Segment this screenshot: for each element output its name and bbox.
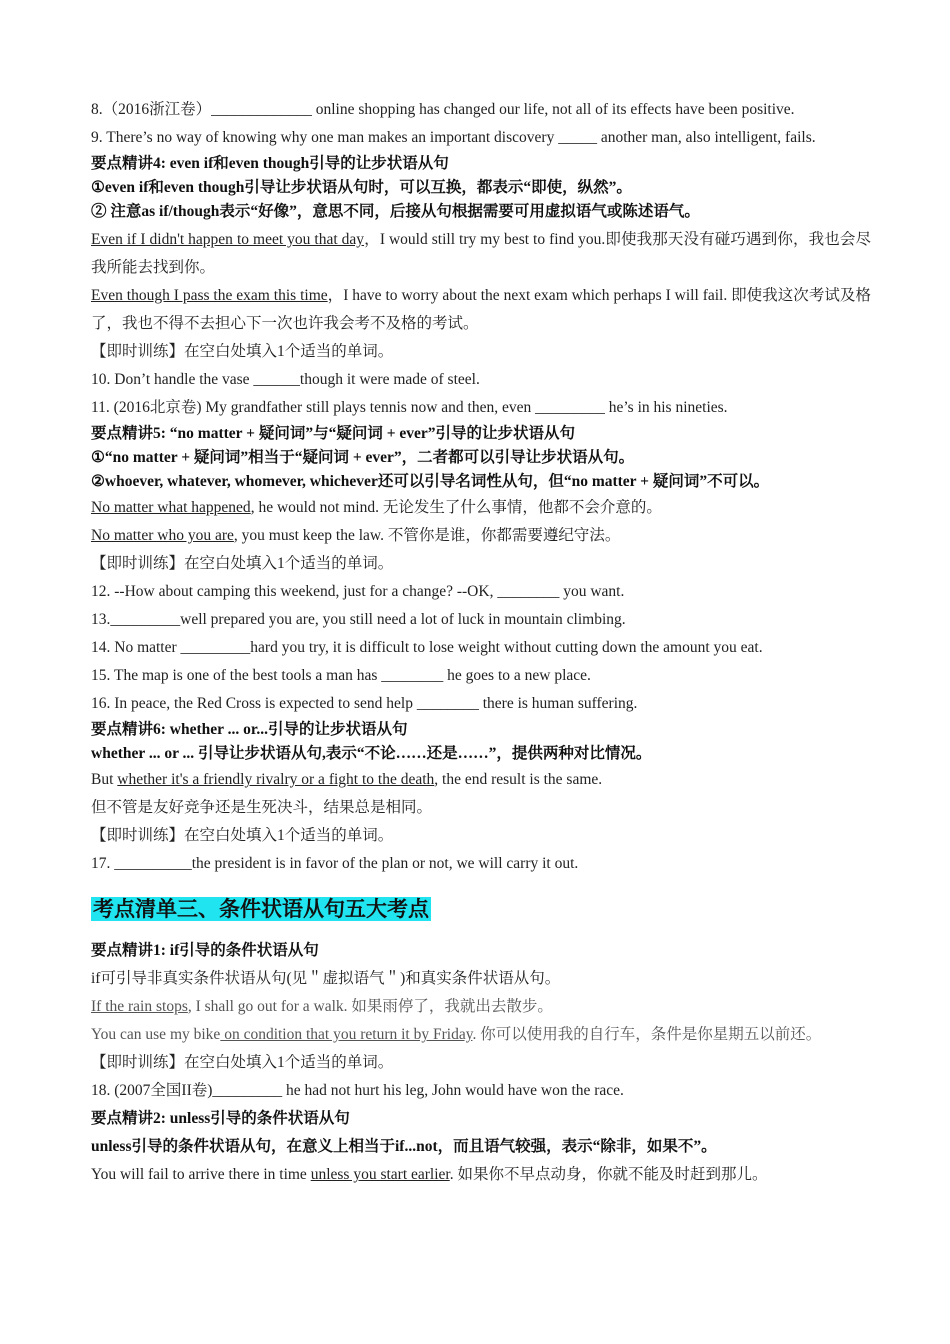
section-3-heading <box>91 894 871 927</box>
section-3-title: 考点清单三、条件状语从句五大考点 <box>93 897 429 921</box>
practice-instruction-2: 【即时训练】在空白处填入1个适当的单词。 <box>91 555 394 572</box>
example-c1a-clause: If the rain stops <box>91 998 188 1015</box>
question-14: 14. No matter _________hard you try, it is difficult to lose weight without cutting down the amount you eat. <box>91 639 763 656</box>
example-c1b-clause: on condition that you return it by Friday <box>220 1026 473 1043</box>
practice-instruction-1: 【即时训练】在空白处填入1个适当的单词。 <box>91 343 394 360</box>
condition-point-1-rule: if可引导非真实条件状语从句(见＂虚拟语气＂)和真实条件状语从句。 <box>91 970 561 987</box>
example-c2 <box>91 1161 871 1189</box>
point-4-title: 要点精讲4: even if和even though引导的让步状语从句 <box>91 155 449 172</box>
example-4a <box>91 226 871 282</box>
question-12: 12. --How about camping this weekend, just for a change? --OK, ________ you want. <box>91 583 625 600</box>
example-5b-clause: No matter who you are <box>91 527 234 544</box>
example-6-rest: , the end result is the same. <box>434 771 603 788</box>
point-5-title: 要点精讲5: “no matter + 疑问词”与“疑问词 + ever”引导的让步状语从句 <box>91 425 576 442</box>
example-4a-clause: Even if I didn't happen to meet you that day <box>91 231 365 248</box>
example-c1b-prefix: You can use my bike <box>91 1026 221 1043</box>
question-8: 8.（2016浙江卷）_____________ online shopping has changed our life, not all of its effects have been positive. <box>91 101 795 118</box>
example-5a <box>91 494 871 522</box>
document-page <box>91 96 871 1189</box>
point-4-rule-2: ② 注意as if/though表示“好像”，意思不同，后接从句根据需要可用虚拟语气或陈述语气。 <box>91 203 700 220</box>
point-6-title: 要点精讲6: whether ... or...引导的让步状语从句 <box>91 721 408 738</box>
example-5b <box>91 522 871 550</box>
example-c2-rest: . 如果你不早点动身，你就不能及时赶到那儿。 <box>449 1166 768 1183</box>
condition-point-2-rule: unless引导的条件状语从句，在意义上相当于if...not，而且语气较强，表示“除非，如果不”。 <box>91 1138 717 1155</box>
example-5b-rest: , you must keep the law. 不管你是谁，你都需要遵纪守法。 <box>233 527 621 544</box>
example-c2-clause: unless you start earlier <box>310 1166 450 1183</box>
practice-instruction-3: 【即时训练】在空白处填入1个适当的单词。 <box>91 827 394 844</box>
example-4b <box>91 282 871 338</box>
example-c1b-rest: . 你可以使用我的自行车，条件是你星期五以前还。 <box>472 1026 822 1043</box>
question-9: 9. There’s no way of knowing why one man makes an important discovery _____ another man, also intelligent, fails. <box>91 129 816 146</box>
example-4a-rest: ，I would still try my best to find you.即使我那天没有碰巧遇到你，我也会尽我所能去找到你。 <box>91 231 872 276</box>
example-c2-prefix: You will fail to arrive there in time <box>91 1166 311 1183</box>
example-6-translation: 但不管是友好竞争还是生死决斗，结果总是相同。 <box>91 799 433 816</box>
point-5-rule-2: ②whoever, whatever, whomever, whichever还可以引导名词性从句，但“no matter + 疑问词”不可以。 <box>91 473 770 490</box>
condition-point-1-title: 要点精讲1: if引导的条件状语从句 <box>91 942 319 959</box>
example-c1a-rest: , I shall go out for a walk. 如果雨停了，我就出去散步。 <box>187 998 553 1015</box>
question-16: 16. In peace, the Red Cross is expected to send help ________ there is human suffering. <box>91 695 638 712</box>
example-5a-rest: , he would not mind. 无论发生了什么事情，他都不会介意的。 <box>250 499 662 516</box>
example-6-prefix: But <box>91 771 118 788</box>
example-6-clause: whether it's a friendly rivalry or a fight to the death <box>117 771 435 788</box>
question-17: 17. __________the president is in favor of the plan or not, we will carry it out. <box>91 855 579 872</box>
point-5-rule-1: ①“no matter + 疑问词”相当于“疑问词 + ever”，二者都可以引导让步状语从句。 <box>91 449 635 466</box>
example-c1a <box>91 993 871 1021</box>
question-13: 13._________well prepared you are, you still need a lot of luck in mountain climbing. <box>91 611 626 628</box>
example-4b-clause: Even though I pass the exam this time <box>91 287 328 304</box>
example-c1b <box>91 1021 871 1049</box>
question-15: 15. The map is one of the best tools a man has ________ he goes to a new place. <box>91 667 591 684</box>
question-10: 10. Don’t handle the vase ______though it were made of steel. <box>91 371 480 388</box>
question-11: 11. (2016北京卷) My grandfather still plays tennis now and then, even _________ he’s in his nineties. <box>91 399 728 416</box>
practice-instruction-4: 【即时训练】在空白处填入1个适当的单词。 <box>91 1054 394 1071</box>
example-4b-rest: ，I have to worry about the next exam which perhaps I will fail. 即使我这次考试及格了，我也不得不去担心下一次也许我会考不及格的考试。 <box>91 287 871 332</box>
condition-point-2-title: 要点精讲2: unless引导的条件状语从句 <box>91 1110 350 1127</box>
question-18: 18. (2007全国II卷)_________ he had not hurt his leg, John would have won the race. <box>91 1082 624 1099</box>
point-6-rule-1: whether ... or ... 引导让步状语从句,表示“不论……还是……”，提供两种对比情况。 <box>91 745 652 762</box>
point-4-rule-1: ①even if和even though引导让步状语从句时，可以互换，都表示“即使，纵然”。 <box>91 179 632 196</box>
example-6 <box>91 766 871 794</box>
example-5a-clause: No matter what happened <box>91 499 251 516</box>
